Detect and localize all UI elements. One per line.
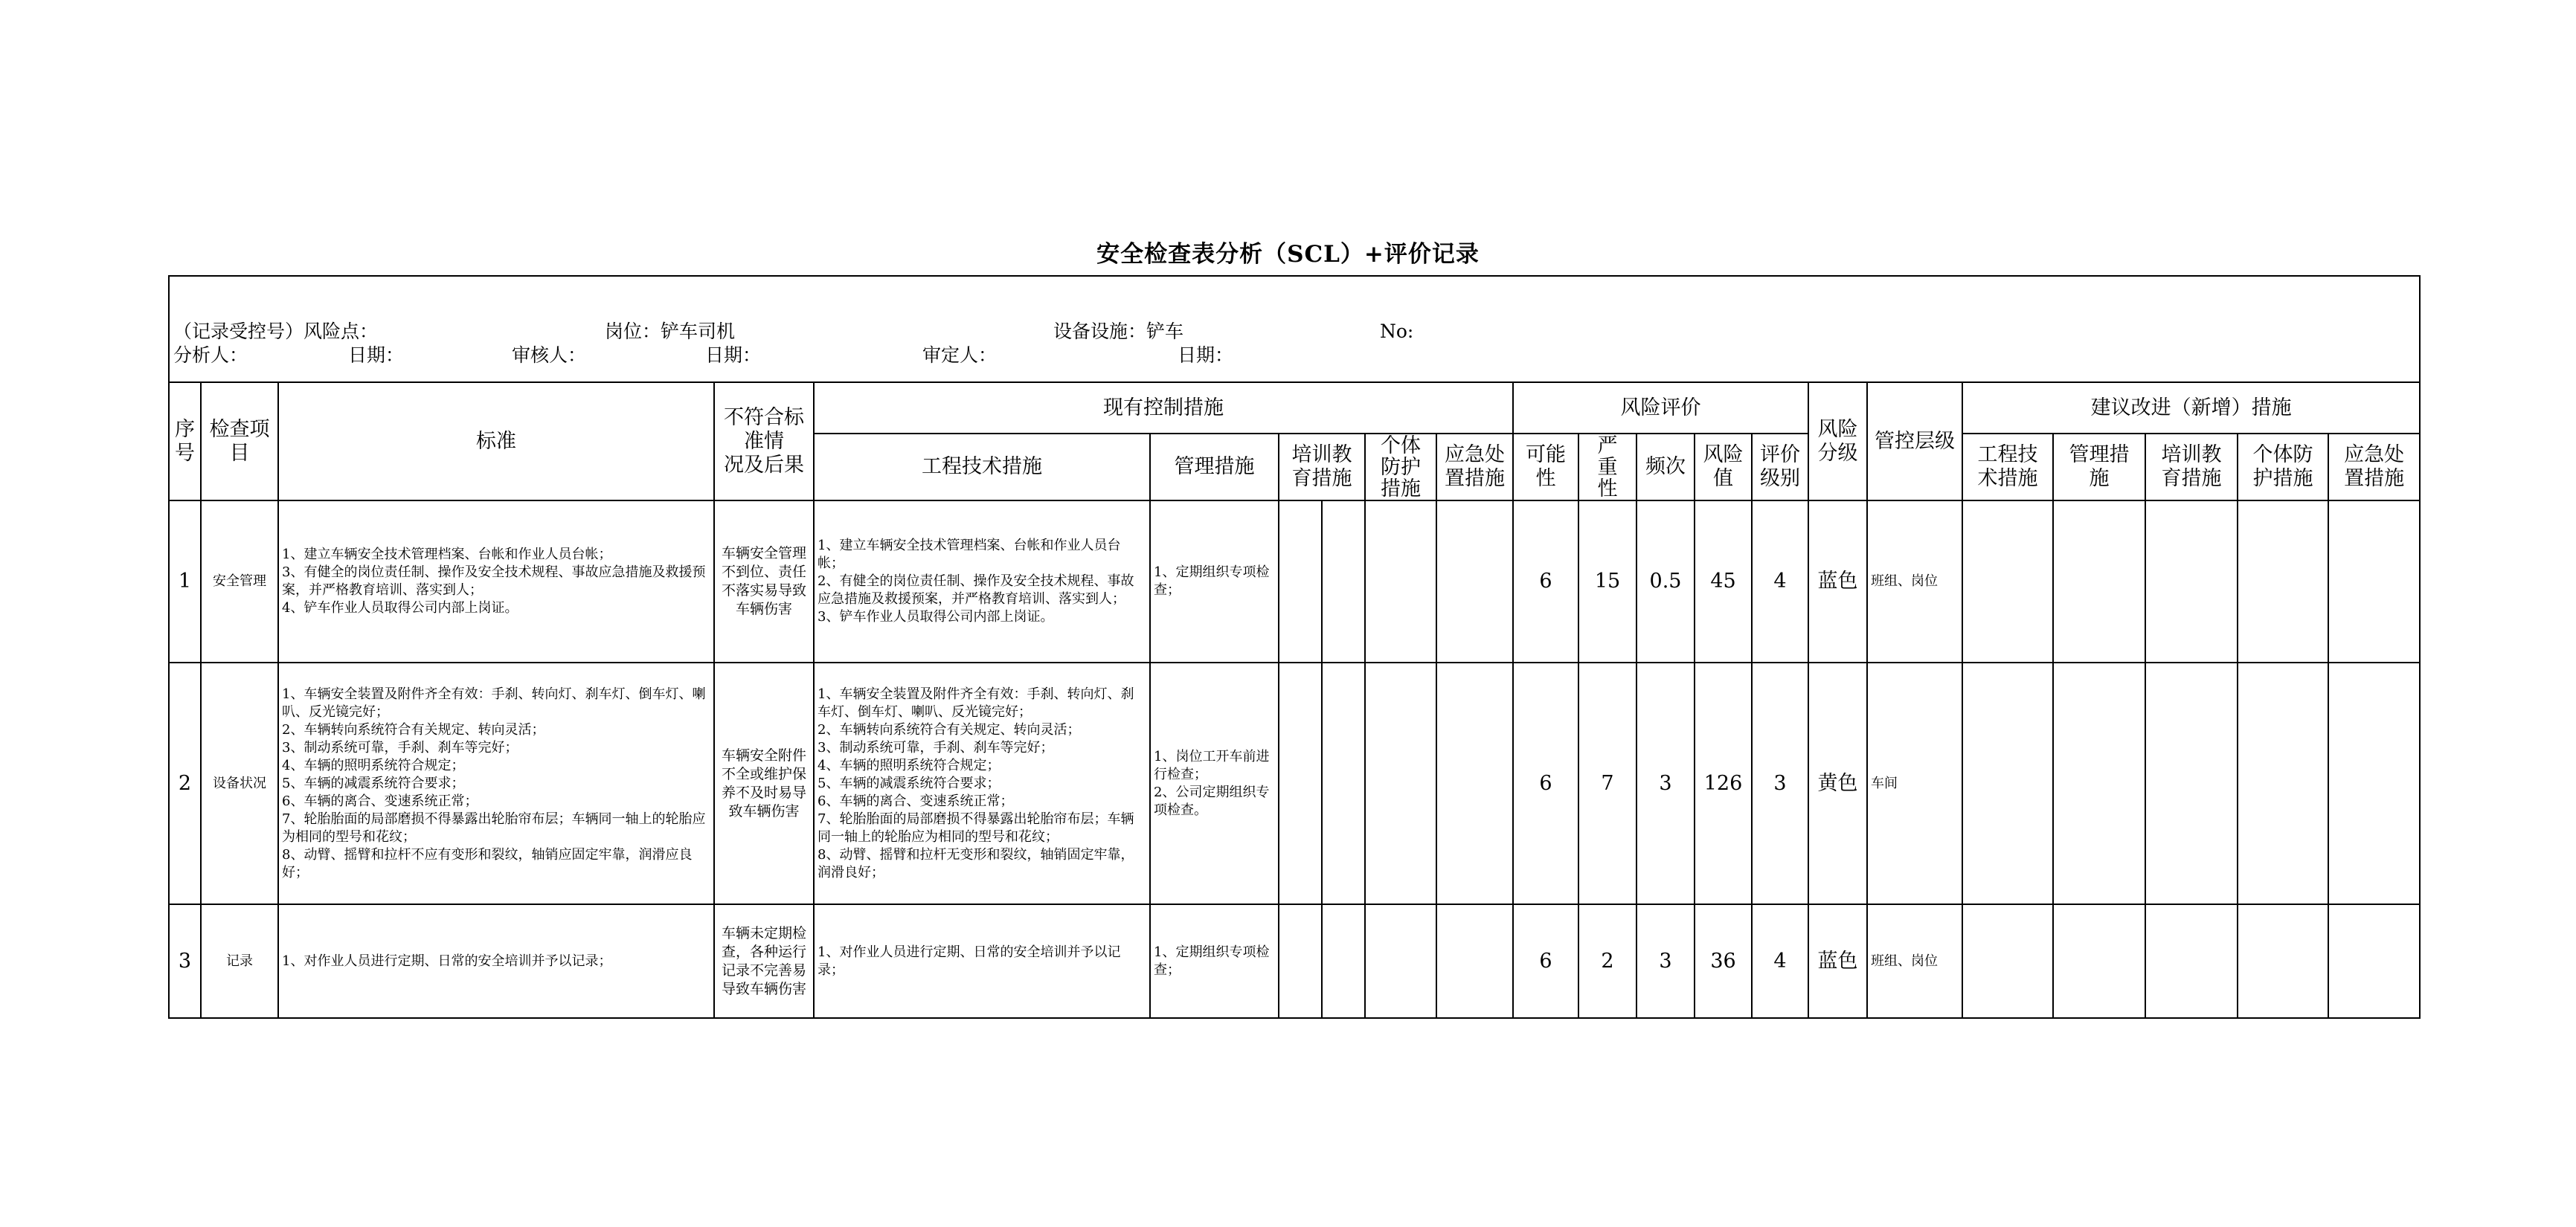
row-management: 1、岗位工开车前进行检查； 2、公司定期组织专项检查。 xyxy=(1150,663,1279,904)
header-emergency: 应急处 置措施 xyxy=(1436,434,1513,500)
row-risk-grade: 蓝色 xyxy=(1808,904,1867,1018)
row-ppe xyxy=(1365,904,1436,1018)
header-possibility: 可能 性 xyxy=(1513,434,1578,500)
row-standard: 1、建立车辆安全技术管理档案、台帐和作业人员台帐； 3、有健全的岗位责任制、操作及安全技术规程、事故应急措施及救援预案，并严格教育培训、落实到人； 4、铲车作业人员取得公司内部上岗证。 xyxy=(278,500,714,663)
header-risk-value: 风险 值 xyxy=(1695,434,1752,500)
row-s-ppe xyxy=(2238,500,2328,663)
header-training: 培训教 育措施 xyxy=(1279,434,1365,500)
row-ppe xyxy=(1365,663,1436,904)
row-risk-grade: 蓝色 xyxy=(1808,500,1867,663)
table-row xyxy=(169,663,2420,904)
header-item: 检查项 目 xyxy=(201,382,278,500)
header-engineering: 工程技术措施 xyxy=(814,434,1150,500)
row-engineering: 1、对作业人员进行定期、日常的安全培训并予以记录； xyxy=(814,904,1150,1018)
header-management: 管理措施 xyxy=(1150,434,1279,500)
row-control-level: 班组、岗位 xyxy=(1867,500,1962,663)
row-training-a xyxy=(1279,663,1322,904)
row-consequence: 车辆安全附件不全或维护保养不及时易导致车辆伤害 xyxy=(714,663,814,904)
no-label: No: xyxy=(1380,320,1414,342)
row-consequence: 车辆安全管理不到位、责任不落实易导致车辆伤害 xyxy=(714,500,814,663)
row-eval-level: 3 xyxy=(1752,663,1808,904)
row-emergency xyxy=(1436,500,1513,663)
row-s-engineering xyxy=(1962,663,2053,904)
date1-label: 日期： xyxy=(348,344,405,366)
reviewer-label: 审核人： xyxy=(512,344,587,366)
row-possibility: 6 xyxy=(1513,904,1578,1018)
row-ppe xyxy=(1365,500,1436,663)
row-possibility: 6 xyxy=(1513,663,1578,904)
row-s-engineering xyxy=(1962,500,2053,663)
row-seq: 1 xyxy=(169,500,201,663)
row-training-a xyxy=(1279,904,1322,1018)
row-frequency: 3 xyxy=(1637,663,1695,904)
header-control-level: 管控层级 xyxy=(1867,382,1962,500)
header-s-training: 培训教 育措施 xyxy=(2145,434,2238,500)
header-suggest: 建议改进（新增）措施 xyxy=(1962,382,2420,434)
row-eval-level: 4 xyxy=(1752,500,1808,663)
info-block xyxy=(169,276,2420,382)
header-s-engineering: 工程技 术措施 xyxy=(1962,434,2053,500)
row-emergency xyxy=(1436,904,1513,1018)
row-seq: 3 xyxy=(169,904,201,1018)
header-standard: 标准 xyxy=(278,382,714,500)
header-severity: 严 重 性 xyxy=(1578,434,1637,500)
table-row xyxy=(169,500,2420,663)
row-engineering: 1、车辆安全装置及附件齐全有效：手刹、转向灯、刹车灯、倒车灯、喇叭、反光镜完好； 2、车辆转向系统符合有关规定、转向灵活； 3、制动系统可靠，手刹、刹车等完好； 4、车辆的照明系统符合规定； 5、车辆的减震系统符合要求； 6、车辆的离合、变速系统正常； 7、轮胎胎面的局部磨损不得暴露出轮胎帘布层；车辆同一轴上的轮胎应为相同的型号和花纹； 8、动臂、摇臂和拉杆无变形和裂纹，轴销固定牢靠，润滑良好； xyxy=(814,663,1150,904)
row-possibility: 6 xyxy=(1513,500,1578,663)
row-s-management xyxy=(2053,663,2145,904)
header-frequency: 频次 xyxy=(1637,434,1695,500)
row-risk-value: 36 xyxy=(1695,904,1752,1018)
row-consequence: 车辆未定期检查，各种运行记录不完善易导致车辆伤害 xyxy=(714,904,814,1018)
row-risk-value: 126 xyxy=(1695,663,1752,904)
row-s-ppe xyxy=(2238,663,2328,904)
row-control-level: 班组、岗位 xyxy=(1867,904,1962,1018)
control-no-label: （记录受控号）风险点： xyxy=(173,320,379,342)
table-row xyxy=(169,904,2420,1018)
header-nonconform: 不符合标 准情 况及后果 xyxy=(714,382,814,500)
row-s-emergency xyxy=(2328,904,2420,1018)
row-s-training xyxy=(2145,904,2238,1018)
row-eval-level: 4 xyxy=(1752,904,1808,1018)
row-item: 记录 xyxy=(201,904,278,1018)
row-seq: 2 xyxy=(169,663,201,904)
row-training-b xyxy=(1322,663,1365,904)
row-risk-value: 45 xyxy=(1695,500,1752,663)
row-management: 1、定期组织专项检查； xyxy=(1150,500,1279,663)
row-frequency: 3 xyxy=(1637,904,1695,1018)
row-severity: 7 xyxy=(1578,663,1637,904)
header-current-controls: 现有控制措施 xyxy=(814,382,1513,434)
header-risk-grade: 风险 分级 xyxy=(1808,382,1867,500)
analyst-label: 分析人： xyxy=(173,344,248,366)
row-standard: 1、对作业人员进行定期、日常的安全培训并予以记录； xyxy=(278,904,714,1018)
row-severity: 15 xyxy=(1578,500,1637,663)
row-training-b xyxy=(1322,500,1365,663)
row-management: 1、定期组织专项检查； xyxy=(1150,904,1279,1018)
date3-label: 日期： xyxy=(1178,344,1234,366)
document-title: 安全检查表分析（SCL）+评价记录 xyxy=(1096,241,1480,268)
row-s-engineering xyxy=(1962,904,2053,1018)
header-eval-level: 评价 级别 xyxy=(1752,434,1808,500)
row-risk-grade: 黄色 xyxy=(1808,663,1867,904)
equipment-label: 设备设施：铲车 xyxy=(1053,320,1184,342)
row-control-level: 车间 xyxy=(1867,663,1962,904)
row-s-management xyxy=(2053,500,2145,663)
row-s-ppe xyxy=(2238,904,2328,1018)
row-engineering: 1、建立车辆安全技术管理档案、台帐和作业人员台帐； 2、有健全的岗位责任制、操作及安全技术规程、事故应急措施及救援预案，并严格教育培训、落实到人； 3、铲车作业人员取得公司内部上岗证。 xyxy=(814,500,1150,663)
row-s-emergency xyxy=(2328,500,2420,663)
approver-label: 审定人： xyxy=(922,344,998,366)
row-standard: 1、车辆安全装置及附件齐全有效：手刹、转向灯、刹车灯、倒车灯、喇叭、反光镜完好； 2、车辆转向系统符合有关规定、转向灵活； 3、制动系统可靠，手刹、刹车等完好； 4、车辆的照明系统符合规定； 5、车辆的减震系统符合要求； 6、车辆的离合、变速系统正常； 7、轮胎胎面的局部磨损不得暴露出轮胎帘布层；车辆同一轴上的轮胎应为相同的型号和花纹； 8、动臂、摇臂和拉杆不应有变形和裂纹，轴销应固定牢靠，润滑应良好； xyxy=(278,663,714,904)
row-frequency: 0.5 xyxy=(1637,500,1695,663)
header-risk-eval: 风险评价 xyxy=(1513,382,1808,434)
row-s-management xyxy=(2053,904,2145,1018)
post-label: 岗位：铲车司机 xyxy=(605,320,736,342)
row-training-a xyxy=(1279,500,1322,663)
row-item: 设备状况 xyxy=(201,663,278,904)
date2-label: 日期： xyxy=(705,344,762,366)
header-ppe: 个体 防护 措施 xyxy=(1365,434,1436,500)
header-s-ppe: 个体防 护措施 xyxy=(2238,434,2328,500)
scl-table xyxy=(168,275,2421,1019)
header-s-management: 管理措 施 xyxy=(2053,434,2145,500)
row-emergency xyxy=(1436,663,1513,904)
row-severity: 2 xyxy=(1578,904,1637,1018)
row-s-training xyxy=(2145,500,2238,663)
row-item: 安全管理 xyxy=(201,500,278,663)
row-training-b xyxy=(1322,904,1365,1018)
header-s-emergency: 应急处 置措施 xyxy=(2328,434,2420,500)
row-s-emergency xyxy=(2328,663,2420,904)
row-s-training xyxy=(2145,663,2238,904)
header-seq: 序 号 xyxy=(169,382,201,500)
